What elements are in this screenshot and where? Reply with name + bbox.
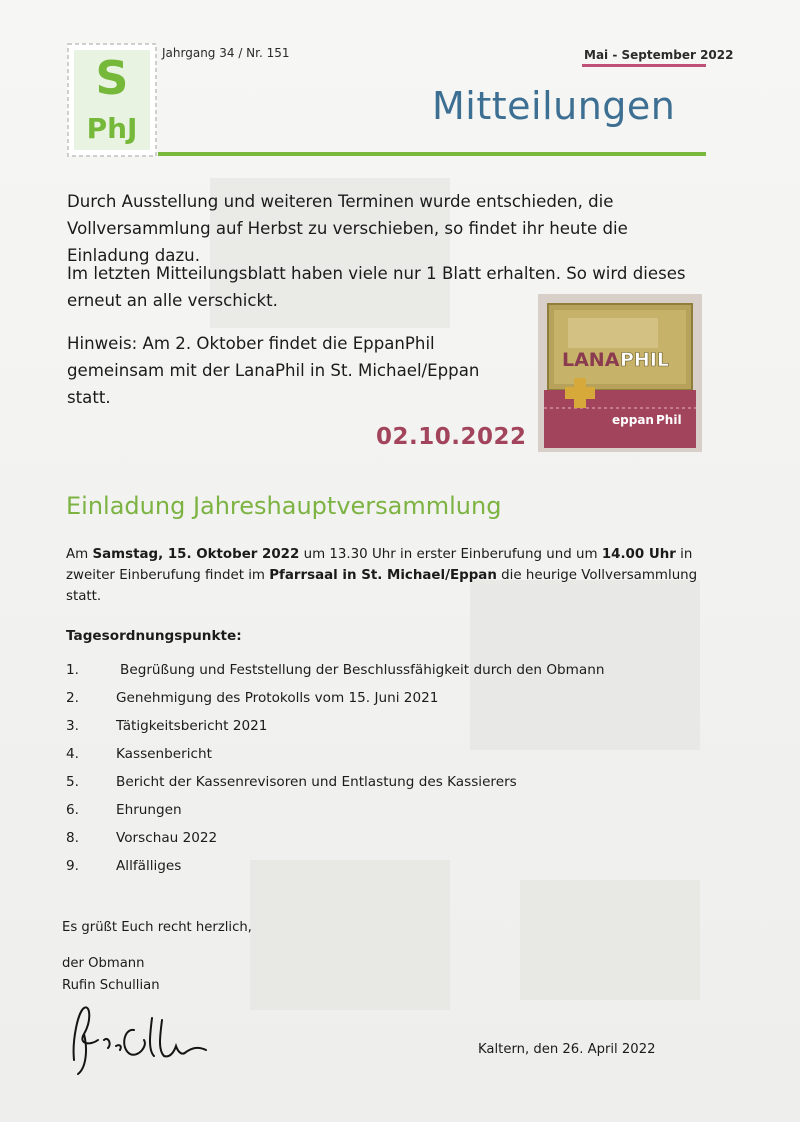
agenda-item-number: 2.	[66, 690, 79, 706]
agenda-item-number: 6.	[66, 802, 79, 818]
page-title: Mitteilungen	[432, 84, 676, 128]
intro-paragraph-1: Durch Ausstellung und weiteren Terminen wurde entschieden, die Vollversammlung auf Herbst zu verschieben, so findet ihr heute die Einladung dazu.	[67, 192, 628, 265]
agenda-item	[66, 690, 706, 712]
agenda-item-number: 9.	[66, 858, 79, 874]
pink-divider	[582, 64, 706, 67]
place-and-date: Kaltern, den 26. April 2022	[478, 1042, 656, 1057]
stamp-date: 02.10.2022	[376, 424, 527, 450]
intro-paragraph-3: Hinweis: Am 2. Oktober findet die EppanPhil gemeinsam mit der LanaPhil in St. Michael/Eppan statt.	[67, 334, 480, 407]
intro-paragraph-2: Im letzten Mitteilungsblatt haben viele nur 1 Blatt erhalten. So wird dieses erneut an alle verschickt.	[67, 264, 686, 310]
stamp-text-phil: PHIL	[620, 349, 670, 371]
invitation-paragraph: Am Samstag, 15. Oktober 2022 um 13.30 Uhr in erster Einberufung und um 14.00 Uhr in zweiter Einberufung findet im Pfarrsaal in St. Michael/Eppan die heurige Vollversammlung statt.	[66, 547, 698, 604]
agenda-item-text: Vorschau 2022	[116, 830, 218, 846]
issue-period: Mai - September 2022	[584, 48, 734, 62]
agenda-item	[66, 830, 706, 852]
agenda-item-number: 4.	[66, 746, 79, 762]
bleed-through-photo	[250, 860, 450, 1010]
logo-text-phj: PhJ	[86, 112, 138, 145]
green-divider	[158, 152, 706, 156]
agenda-item-number: 3.	[66, 718, 79, 734]
section-title-invitation: Einladung Jahreshauptversammlung	[66, 492, 502, 520]
closing-role: der Obmann	[62, 956, 145, 971]
handwritten-signature	[64, 1000, 214, 1080]
agenda-item	[66, 718, 706, 740]
closing-name: Rufin Schullian	[62, 978, 160, 993]
lanaphil-stamp-image	[538, 294, 702, 452]
agenda-item	[66, 746, 706, 768]
agenda-item	[66, 662, 706, 684]
agenda-item	[66, 858, 706, 880]
stamp-text-phil-2: Phil	[656, 413, 682, 427]
agenda-item-number: 8.	[66, 830, 79, 846]
meeting-date: Samstag, 15. Oktober 2022	[92, 547, 300, 562]
agenda-item-text: Kassenbericht	[116, 746, 212, 762]
stamp-text-eppan: eppan	[612, 413, 654, 427]
meeting-time: 14.00 Uhr	[601, 547, 676, 562]
agenda-item-text: Genehmigung des Protokolls vom 15. Juni 2021	[116, 690, 439, 706]
stamp-text-lana: LANA	[562, 349, 620, 371]
closing-greeting: Es grüßt Euch recht herzlich,	[62, 920, 252, 935]
agenda-item-text: Begrüßung und Feststellung der Beschlussfähigkeit durch den Obmann	[120, 662, 605, 678]
agenda-heading: Tagesordnungspunkte:	[66, 628, 242, 644]
agenda-item-number: 1.	[66, 662, 79, 678]
agenda-item	[66, 802, 706, 824]
agenda-item-text: Ehrungen	[116, 802, 182, 818]
agenda-item-text: Allfälliges	[116, 858, 182, 874]
agenda-item-text: Bericht der Kassenrevisoren und Entlastung des Kassierers	[116, 774, 517, 790]
agenda-item-number: 5.	[66, 774, 79, 790]
agenda-item-text: Tätigkeitsbericht 2021	[116, 718, 268, 734]
meeting-location: Pfarrsaal in St. Michael/Eppan	[269, 568, 497, 583]
stamp-graphic	[538, 294, 702, 452]
logo-letter-s: S	[95, 51, 129, 105]
issue-number: Jahrgang 34 / Nr. 151	[162, 46, 290, 60]
bleed-through-photo	[520, 880, 700, 1000]
phj-logo	[66, 42, 158, 158]
agenda-item	[66, 774, 706, 796]
